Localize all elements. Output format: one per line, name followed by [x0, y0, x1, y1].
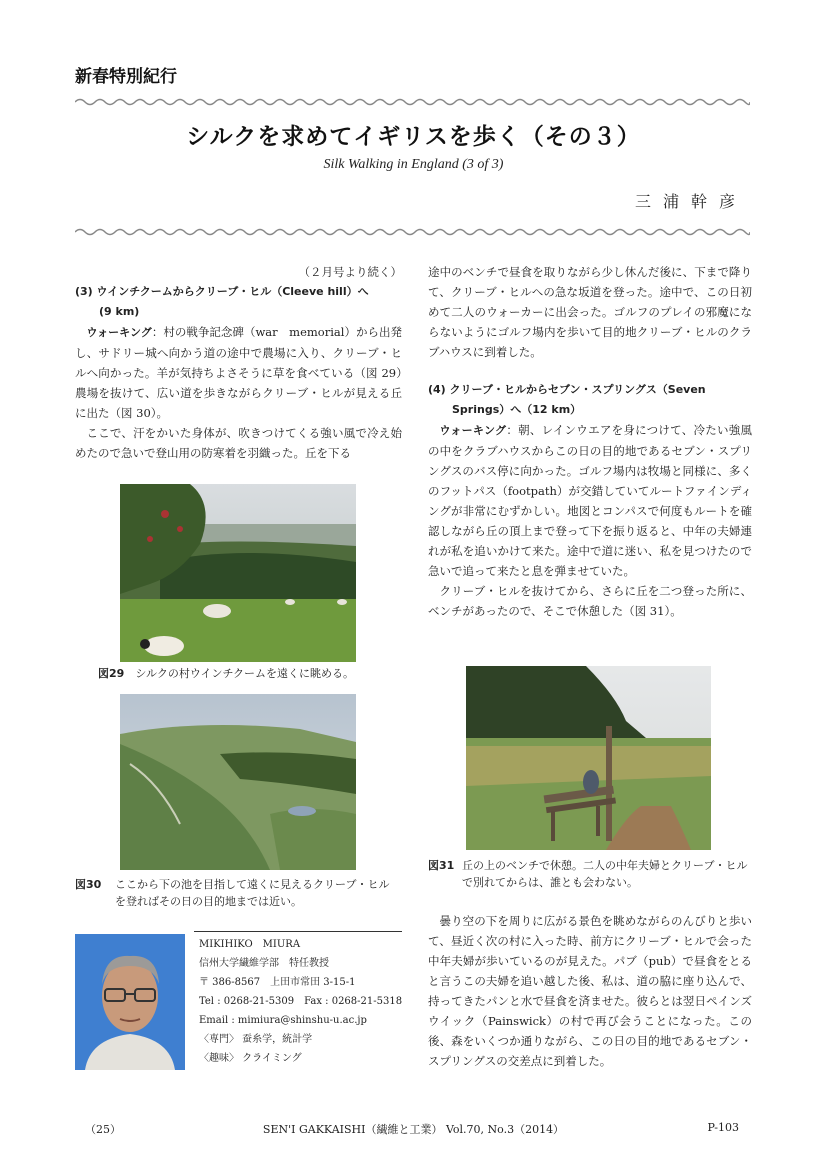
page-subtitle: Silk Walking in England (3 of 3)	[323, 157, 504, 172]
right-column-text-bottom	[428, 911, 752, 1071]
section-heading-3-line2: (9 km)	[99, 305, 140, 318]
figure-30-caption: 図30 ここから下の池を目指して遠くに見えるクリーブ・ヒルを登ればその日の目的地までは近い。	[75, 878, 390, 908]
figure-31-caption: 図31 丘の上のベンチで休憩。二人の中年夫婦とクリーブ・ヒルで別れてからは、誰とも会わない。	[428, 859, 748, 889]
paragraph-6: 曇り空の下を周りに広がる景色を眺めながらのんびりと歩いて、昼近く次の村に入った時、前方にクリーブ・ヒルで会った中年夫婦が歩いているのが見えた。パブ（pub）で昼食をとると言うこの夫婦を追い越した後、私は、道の脇に座り込んで、持ってきたパンと水で昼食を済ませた。彼らとは翌日ペインズウイック（Painswick）の村で再び会うことになった。この後、森をいくつか通りながら、この日の目的地であるセブン・スプリングスの交差点に到着した。	[428, 914, 752, 1068]
figure-31-photo	[466, 666, 711, 850]
section-heading-3-line1: (3) ウインチクームからクリーブ・ヒル（Cleeve hill）へ	[75, 285, 369, 298]
profile-address: 〒 386-8567 上田市常田 3-15-1	[199, 977, 356, 988]
author-portrait	[75, 934, 185, 1070]
profile-hobby: 〈趣味〉 クライミング	[199, 1053, 302, 1064]
figure-29-caption: 図29 シルクの村ウインチクームを遠くに眺める。	[98, 667, 355, 680]
profile-specialty: 〈専門〉 蚕糸学，統計学	[199, 1034, 313, 1045]
paragraph-continued: 途中のベンチで昼食を取りながら少し休んだ後に、下まで降りて、クリーブ・ヒルへの急な坂道を登った。途中で、この日初めて二人のウォーカーに出会った。ゴルフのプレイの邪魔にならないようにゴルフ場内を歩いて目的地クリーブ・ヒルのクラブハウスに到着した。	[428, 265, 752, 359]
author-profile	[199, 935, 409, 1068]
section-heading-3	[75, 282, 402, 322]
figure-30-photo	[120, 694, 356, 870]
profile-affiliation: 信州大学繊維学部 特任教授	[199, 958, 329, 969]
figure-29-photo	[120, 484, 356, 662]
right-column-text-top	[428, 262, 752, 621]
left-column-text	[75, 262, 402, 463]
section-label: 新春特別紀行	[75, 67, 177, 87]
profile-name: MIKIHIKO MIURA	[199, 939, 301, 950]
paragraph-walking-4: ウォーキング：朝、レインウエアを身につけて、冷たい強風の中をクラブハウスからこの日の目的地であるセブン・スプリングスのバス停に向かった。ゴルフ場内は牧場と同様に、多くのフットパス（footpath）が交錯していてルートファインディングが非常にむずかしい。地図とコンパスで何度もルートを確認しながら丘の頂上まで登って下を振り返ると、中年の夫婦連れが私を追いかけて来た。途中で道に迷い、私を見つけたので急いで追って来たと息を弾ませていた。	[428, 423, 753, 578]
wavy-divider-top	[75, 97, 750, 107]
continued-note: （２月号より続く）	[298, 265, 402, 279]
footer-page-left: （25）	[85, 1123, 121, 1136]
section-heading-4-line1: (4) クリーブ・ヒルからセブン・スプリングス（Seven	[428, 383, 706, 396]
wavy-divider-bottom	[75, 227, 750, 237]
footer-journal: SEN'I GAKKAISHI（繊維と工業） Vol.70, No.3（2014）	[262, 1123, 565, 1136]
paragraph-5: クリーブ・ヒルを抜けてから、さらに丘を二つ登った所に、ベンチがあったので、そこで休憩した（図 31）。	[428, 584, 752, 618]
footer-page-right: P-103	[707, 1121, 739, 1134]
paragraph-2: ここで、汗をかいた身体が、吹きつけてくる強い風で冷え始めたので急いで登山用の防寒着を羽織った。丘を下る	[75, 426, 402, 460]
page-title: シルクを求めてイギリスを歩く（その３）	[186, 124, 641, 150]
profile-phone: Tel : 0268-21-5309 Fax : 0268-21-5318	[199, 996, 403, 1007]
walking-label: ウォーキング	[86, 326, 152, 339]
paragraph-walking-3: ウォーキング：村の戦争記念碑（war memorial）から出発し、サドリー城へ向かう道の途中で農場に入り、クリーブ・ヒルへ向かった。羊が気持ちよさそうに草を食べている（図 29）農場を抜けて、広い道を歩きながらクリーブ・ヒルが見える丘に出た（図 30）。	[75, 325, 402, 420]
section-heading-4	[428, 380, 752, 420]
author-name: 三浦幹彦	[634, 192, 747, 211]
section-heading-4-line2: Springs）へ（12 km）	[452, 403, 582, 416]
profile-rule	[194, 931, 402, 932]
profile-email: Email : mimiura@shinshu-u.ac.jp	[199, 1015, 367, 1026]
walking-label-2: ウォーキング	[439, 424, 507, 437]
